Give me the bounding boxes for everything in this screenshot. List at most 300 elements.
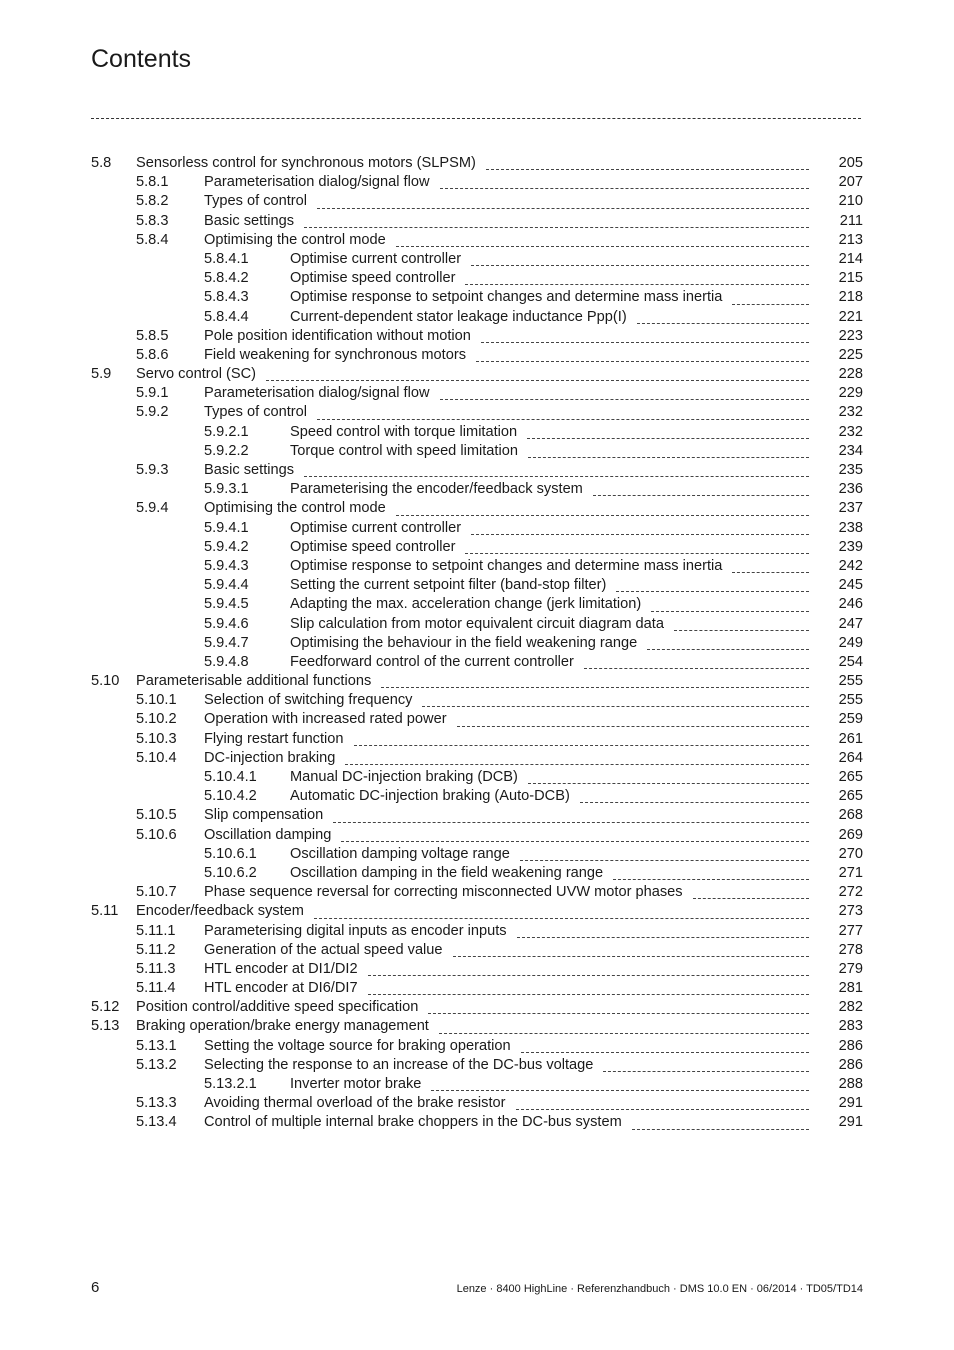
toc-leader-line — [732, 304, 809, 305]
toc-leader-line — [381, 687, 809, 688]
toc-entry[interactable] — [91, 442, 863, 461]
toc-entry-page[interactable]: 264 — [838, 749, 863, 766]
toc-entry-page[interactable]: 282 — [838, 999, 863, 1016]
toc-entry-page[interactable]: 229 — [838, 385, 863, 402]
toc-entry-number: 5.11 — [91, 903, 119, 920]
toc-entry-page[interactable]: 265 — [838, 769, 863, 785]
toc-entry-number: 5.8.4.2 — [204, 270, 249, 287]
toc-leader-line — [584, 668, 809, 669]
toc-entry[interactable] — [91, 154, 863, 173]
toc-entry-title-wrap — [136, 365, 809, 384]
toc-entry[interactable] — [91, 1037, 863, 1056]
toc-entry-title-wrap — [204, 691, 809, 710]
toc-entry-title[interactable]: Optimising the control mode — [204, 231, 396, 250]
toc-leader-line — [439, 1033, 809, 1034]
toc-leader-line — [674, 630, 809, 631]
toc-entry-title[interactable]: HTL encoder at DI6/DI7 — [204, 979, 368, 998]
toc-entry-title[interactable]: Types of control — [204, 192, 317, 211]
toc-entry-title-wrap — [204, 826, 809, 845]
table-of-contents — [91, 154, 863, 1133]
toc-leader-line — [465, 284, 809, 285]
toc-entry[interactable] — [91, 346, 863, 365]
toc-entry[interactable] — [91, 710, 863, 729]
toc-entry-title-wrap — [204, 192, 809, 211]
toc-entry-title-wrap — [204, 1094, 809, 1113]
toc-entry[interactable] — [91, 768, 863, 787]
toc-entry-title[interactable]: Torque control with speed limitation — [290, 442, 528, 461]
toc-entry-page[interactable]: 288 — [838, 1076, 863, 1092]
toc-entry[interactable] — [91, 960, 863, 979]
toc-entry-page[interactable]: 234 — [838, 442, 863, 459]
toc-entry-title[interactable]: Parameterising the encoder/feedback system — [290, 480, 593, 499]
toc-entry-number: 5.10.7 — [136, 884, 177, 901]
toc-entry[interactable] — [91, 1056, 863, 1075]
toc-entry[interactable] — [91, 231, 863, 250]
toc-entry-page[interactable]: 247 — [838, 615, 863, 632]
toc-leader-line — [486, 169, 809, 170]
toc-entry-page[interactable]: 281 — [838, 980, 863, 997]
toc-entry-page[interactable]: 259 — [838, 711, 863, 728]
toc-leader-line — [396, 515, 809, 516]
toc-entry[interactable] — [91, 519, 863, 538]
toc-entry-number: 5.10.3 — [136, 730, 177, 747]
toc-entry[interactable] — [91, 557, 863, 576]
toc-entry-title[interactable]: Oscillation damping in the field weakening range — [290, 864, 613, 883]
toc-leader-line — [580, 802, 809, 803]
toc-entry-title-wrap — [136, 902, 809, 921]
toc-entry-number: 5.9.4 — [136, 500, 169, 517]
toc-entry[interactable] — [91, 902, 863, 921]
toc-entry-page[interactable]: 255 — [838, 692, 863, 709]
toc-entry[interactable] — [91, 1075, 863, 1094]
toc-entry[interactable] — [91, 883, 863, 902]
toc-entry-title-wrap — [290, 480, 809, 499]
toc-entry-number: 5.11.3 — [136, 960, 176, 977]
toc-leader-line — [471, 265, 809, 266]
toc-entry-title[interactable]: Oscillation damping voltage range — [290, 845, 520, 864]
toc-entry-number: 5.10.4.1 — [204, 769, 257, 785]
toc-entry-title[interactable]: Oscillation damping — [204, 826, 341, 845]
toc-entry-title-wrap — [204, 922, 809, 941]
toc-entry-page[interactable]: 232 — [838, 423, 863, 440]
toc-entry-title[interactable]: Adapting the max. acceleration change (jerk limitation) — [290, 595, 651, 614]
toc-entry[interactable] — [91, 922, 863, 941]
toc-entry-page[interactable]: 286 — [838, 1056, 863, 1073]
toc-entry-title[interactable]: Inverter motor brake — [290, 1075, 431, 1094]
toc-entry[interactable] — [91, 653, 863, 672]
toc-entry[interactable] — [91, 384, 863, 403]
toc-entry-page[interactable]: 207 — [838, 174, 863, 191]
toc-entry-number: 5.13.3 — [136, 1095, 177, 1112]
toc-entry-title[interactable]: Optimise current controller — [290, 519, 471, 538]
toc-entry-number: 5.9.4.6 — [204, 615, 249, 632]
toc-entry-title-wrap — [204, 806, 809, 825]
toc-entry-title-wrap — [136, 998, 809, 1017]
toc-entry-title-wrap — [290, 288, 809, 307]
toc-entry-page[interactable]: 246 — [838, 596, 863, 613]
toc-entry-title-wrap — [204, 1113, 809, 1132]
toc-entry[interactable] — [91, 787, 863, 806]
toc-entry-number: 5.8.6 — [136, 346, 169, 363]
toc-leader-line — [693, 898, 809, 899]
toc-entry-number: 5.13.4 — [136, 1114, 177, 1131]
toc-entry-page[interactable]: 211 — [839, 212, 863, 229]
toc-entry-title[interactable]: Selection of switching frequency — [204, 691, 422, 710]
toc-entry-title[interactable]: Slip calculation from motor equivalent circuit diagram data — [290, 615, 674, 634]
toc-entry-number: 5.8.2 — [136, 193, 169, 210]
toc-entry-title[interactable]: Operation with increased rated power — [204, 710, 457, 729]
toc-entry[interactable] — [91, 250, 863, 269]
toc-entry-title[interactable]: Pole position identification without motion — [204, 327, 481, 346]
toc-entry[interactable] — [91, 288, 863, 307]
toc-entry-page[interactable]: 286 — [838, 1037, 863, 1054]
toc-entry[interactable] — [91, 269, 863, 288]
toc-entry-number: 5.10.5 — [136, 807, 177, 824]
toc-entry-page[interactable]: 272 — [838, 884, 863, 901]
toc-entry[interactable] — [91, 1094, 863, 1113]
toc-entry-title[interactable]: Optimise response to setpoint changes and determine mass inertia — [290, 557, 732, 576]
toc-entry-page[interactable]: 238 — [838, 519, 863, 536]
toc-entry-number: 5.8.4.1 — [204, 250, 249, 267]
toc-entry-number: 5.8.4.4 — [204, 308, 249, 325]
toc-entry[interactable] — [91, 691, 863, 710]
toc-entry-page[interactable]: 249 — [838, 634, 863, 651]
toc-entry[interactable] — [91, 672, 863, 691]
toc-entry[interactable] — [91, 634, 863, 653]
toc-entry[interactable] — [91, 192, 863, 211]
toc-entry-number: 5.13.2 — [136, 1056, 177, 1073]
toc-entry-title-wrap — [204, 749, 809, 768]
toc-entry[interactable] — [91, 1113, 863, 1132]
toc-entry-page[interactable]: 242 — [838, 557, 863, 574]
toc-entry-number: 5.13 — [91, 1018, 120, 1035]
toc-entry-number: 5.10.6.2 — [204, 864, 257, 881]
toc-entry-title[interactable]: Basic settings — [204, 212, 304, 231]
toc-entry-title-wrap — [204, 883, 809, 902]
toc-entry-title-wrap — [204, 730, 809, 749]
toc-entry-page[interactable]: 232 — [838, 404, 863, 421]
toc-entry-title[interactable]: Speed control with torque limitation — [290, 423, 527, 442]
toc-entry[interactable] — [91, 998, 863, 1017]
toc-entry-page[interactable]: 270 — [838, 845, 863, 862]
toc-entry-title[interactable]: Feedforward control of the current controller — [290, 653, 584, 672]
toc-entry-number: 5.9.3 — [136, 462, 169, 478]
toc-entry[interactable] — [91, 173, 863, 192]
toc-entry-page[interactable]: 228 — [838, 366, 863, 383]
toc-entry-title[interactable]: DC-injection braking — [204, 749, 345, 768]
toc-entry-page[interactable]: 291 — [838, 1095, 863, 1112]
toc-entry-number: 5.9 — [91, 366, 112, 383]
toc-entry[interactable] — [91, 327, 863, 346]
toc-entry[interactable] — [91, 979, 863, 998]
toc-entry-page[interactable]: 278 — [838, 941, 863, 958]
toc-entry-title-wrap — [204, 710, 809, 729]
toc-leader-line — [428, 1013, 809, 1014]
toc-entry-title[interactable]: HTL encoder at DI1/DI2 — [204, 960, 368, 979]
toc-entry-number: 5.10.6 — [136, 826, 177, 843]
toc-entry-number: 5.12 — [91, 999, 120, 1016]
toc-entry-title[interactable]: Selecting the response to an increase of the DC-bus voltage — [204, 1056, 603, 1075]
toc-entry-title[interactable]: Optimising the control mode — [204, 499, 396, 518]
toc-entry-title[interactable]: Field weakening for synchronous motors — [204, 346, 476, 365]
toc-entry-number: 5.9.4.1 — [204, 519, 249, 536]
toc-leader-line — [517, 937, 809, 938]
toc-entry-number: 5.8 — [91, 155, 112, 171]
toc-entry-title[interactable]: Optimise speed controller — [290, 538, 465, 557]
toc-entry[interactable] — [91, 480, 863, 499]
toc-entry-page[interactable]: 269 — [838, 826, 863, 843]
page-title: Contents — [91, 44, 192, 73]
toc-entry-page[interactable]: 265 — [838, 788, 863, 805]
toc-entry[interactable] — [91, 595, 863, 614]
toc-entry-number: 5.8.3 — [136, 212, 169, 229]
toc-entry-title[interactable]: Sensorless control for synchronous motors (SLPSM) — [136, 154, 486, 173]
toc-entry-page[interactable]: 283 — [838, 1018, 863, 1035]
toc-leader-line — [528, 783, 809, 784]
toc-leader-line — [520, 860, 809, 861]
toc-entry-page[interactable]: 268 — [838, 807, 863, 824]
toc-entry-title[interactable]: Avoiding thermal overload of the brake resistor — [204, 1094, 516, 1113]
toc-entry[interactable] — [91, 576, 863, 595]
toc-entry-title[interactable]: Parameterisation dialog/signal flow — [204, 384, 440, 403]
toc-leader-line — [266, 380, 809, 381]
toc-entry-page[interactable]: 254 — [838, 653, 863, 670]
toc-entry-page[interactable]: 261 — [838, 730, 863, 747]
toc-entry-number: 5.8.4.3 — [204, 289, 249, 306]
toc-leader-line — [528, 457, 809, 458]
toc-entry-title[interactable]: Optimise current controller — [290, 250, 471, 269]
toc-entry-title-wrap — [290, 615, 809, 634]
toc-entry-title[interactable]: Generation of the actual speed value — [204, 941, 453, 960]
toc-entry[interactable] — [91, 749, 863, 768]
toc-entry-number: 5.10 — [91, 673, 120, 690]
toc-entry-number: 5.9.4.2 — [204, 538, 249, 555]
toc-entry-title-wrap — [290, 653, 809, 672]
toc-entry-title-wrap — [290, 864, 809, 883]
toc-entry[interactable] — [91, 1017, 863, 1036]
toc-entry-title-wrap — [290, 269, 809, 288]
toc-leader-line — [732, 572, 809, 573]
toc-leader-line — [304, 227, 809, 228]
toc-entry-number: 5.9.2.1 — [204, 423, 249, 440]
toc-leader-line — [465, 553, 809, 554]
toc-entry-title[interactable]: Manual DC-injection braking (DCB) — [290, 768, 528, 787]
toc-entry-page[interactable]: 214 — [838, 250, 863, 267]
toc-entry[interactable] — [91, 365, 863, 384]
toc-entry-title[interactable]: Optimise speed controller — [290, 269, 465, 288]
toc-entry-number: 5.9.4.4 — [204, 577, 249, 594]
toc-entry-title[interactable]: Parameterising digital inputs as encoder inputs — [204, 922, 517, 941]
toc-entry-page[interactable]: 221 — [838, 308, 863, 325]
toc-entry-title-wrap — [290, 423, 809, 442]
toc-entry-title-wrap — [290, 576, 809, 595]
toc-entry-number: 5.13.2.1 — [204, 1076, 257, 1092]
toc-leader-line — [632, 1129, 809, 1130]
toc-entry-page[interactable]: 271 — [838, 864, 863, 881]
toc-entry[interactable] — [91, 864, 863, 883]
toc-entry-number: 5.11.2 — [136, 941, 176, 958]
toc-entry-title-wrap — [290, 1075, 809, 1094]
toc-entry[interactable] — [91, 499, 863, 518]
toc-leader-line — [476, 361, 809, 362]
page-number: 6 — [91, 1279, 100, 1296]
toc-entry[interactable] — [91, 826, 863, 845]
toc-leader-line — [453, 956, 809, 957]
toc-entry-number: 5.8.5 — [136, 327, 169, 344]
toc-entry-title-wrap — [204, 384, 809, 403]
toc-entry[interactable] — [91, 845, 863, 864]
toc-entry-page[interactable]: 236 — [838, 481, 863, 498]
toc-leader-line — [440, 188, 809, 189]
toc-leader-line — [527, 438, 809, 439]
toc-entry-page[interactable]: 223 — [838, 327, 863, 344]
toc-entry-number: 5.10.4 — [136, 749, 177, 766]
toc-entry-title[interactable]: Optimising the behaviour in the field weakening range — [290, 634, 647, 653]
toc-entry-number: 5.9.4.5 — [204, 596, 249, 613]
toc-entry-title-wrap — [290, 557, 809, 576]
toc-entry-number: 5.11.1 — [136, 922, 176, 939]
toc-entry-number: 5.8.1 — [136, 174, 169, 191]
toc-entry[interactable] — [91, 308, 863, 327]
toc-entry-title-wrap — [204, 941, 809, 960]
toc-entry-title[interactable]: Flying restart function — [204, 730, 354, 749]
toc-entry-title[interactable]: Parameterisable additional functions — [136, 672, 381, 691]
toc-leader-line — [333, 822, 809, 823]
toc-entry-title-wrap — [204, 327, 809, 346]
toc-entry-title-wrap — [136, 1017, 809, 1036]
toc-leader-line — [317, 208, 809, 209]
toc-entry-page[interactable]: 235 — [838, 462, 863, 478]
toc-entry-title[interactable]: Encoder/feedback system — [136, 902, 314, 921]
toc-entry-page[interactable]: 255 — [838, 673, 863, 690]
toc-entry[interactable] — [91, 423, 863, 442]
toc-entry-page[interactable]: 239 — [838, 538, 863, 555]
toc-leader-line — [317, 419, 809, 420]
footer-document-info: Lenze · 8400 HighLine · Referenzhandbuch · DMS 10.0 EN · 06/2014 · TD05/TD14 — [456, 1283, 863, 1295]
toc-leader-line — [651, 611, 809, 612]
toc-entry-page[interactable]: 291 — [838, 1114, 863, 1131]
toc-entry[interactable] — [91, 403, 863, 422]
toc-entry[interactable] — [91, 806, 863, 825]
toc-entry-title-wrap — [204, 979, 809, 998]
toc-entry-number: 5.10.1 — [136, 692, 177, 709]
toc-leader-line — [593, 495, 809, 496]
toc-entry-title-wrap — [290, 768, 809, 787]
toc-entry-number: 5.9.4.8 — [204, 653, 249, 670]
toc-entry-title[interactable]: Phase sequence reversal for correcting misconnected UVW motor phases — [204, 883, 693, 902]
toc-entry-title[interactable]: Position control/additive speed specification — [136, 998, 428, 1017]
toc-leader-line — [431, 1090, 809, 1091]
toc-entry[interactable] — [91, 941, 863, 960]
toc-entry-title[interactable]: Types of control — [204, 403, 317, 422]
toc-leader-line — [314, 918, 809, 919]
toc-entry-title[interactable]: Setting the voltage source for braking operation — [204, 1037, 521, 1056]
toc-entry-title[interactable]: Control of multiple internal brake choppers in the DC-bus system — [204, 1113, 632, 1132]
toc-entry-number: 5.8.4 — [136, 231, 169, 248]
toc-entry-title-wrap — [204, 499, 809, 518]
toc-leader-line — [368, 994, 809, 995]
toc-entry-title-wrap — [204, 1056, 809, 1075]
toc-entry-title-wrap — [204, 346, 809, 365]
toc-entry-page[interactable]: 205 — [838, 155, 863, 171]
toc-entry[interactable] — [91, 730, 863, 749]
toc-entry[interactable] — [91, 538, 863, 557]
toc-entry-title-wrap — [204, 461, 809, 480]
toc-entry-title-wrap — [204, 231, 809, 250]
toc-entry-title[interactable]: Parameterisation dialog/signal flow — [204, 173, 440, 192]
toc-leader-line — [481, 342, 809, 343]
toc-entry-title[interactable]: Optimise response to setpoint changes and determine mass inertia — [290, 288, 732, 307]
toc-entry-page[interactable]: 237 — [838, 500, 863, 517]
toc-leader-line — [396, 246, 809, 247]
toc-entry-title-wrap — [290, 442, 809, 461]
toc-entry-page[interactable]: 245 — [838, 577, 863, 594]
toc-leader-line — [354, 745, 809, 746]
toc-entry-number: 5.9.3.1 — [204, 481, 249, 498]
toc-leader-line — [457, 726, 809, 727]
toc-leader-line — [521, 1052, 809, 1053]
toc-entry[interactable] — [91, 461, 863, 480]
toc-entry-number: 5.9.1 — [136, 385, 169, 402]
toc-entry-title-wrap — [204, 1037, 809, 1056]
toc-leader-line — [603, 1071, 809, 1072]
toc-leader-line — [440, 399, 809, 400]
toc-entry-number: 5.13.1 — [136, 1037, 177, 1054]
toc-entry-page[interactable]: 210 — [838, 193, 863, 210]
toc-entry[interactable] — [91, 615, 863, 634]
toc-entry-title-wrap — [290, 519, 809, 538]
toc-entry-title[interactable]: Setting the current setpoint filter (band-stop filter) — [290, 576, 616, 595]
toc-entry-page[interactable]: 218 — [838, 289, 863, 306]
toc-leader-line — [616, 591, 809, 592]
toc-entry-title-wrap — [290, 595, 809, 614]
toc-entry-page[interactable]: 279 — [838, 960, 863, 977]
toc-entry-page[interactable]: 273 — [838, 903, 863, 920]
toc-entry[interactable] — [91, 212, 863, 231]
toc-leader-line — [341, 841, 809, 842]
toc-entry-number: 5.11.4 — [136, 980, 176, 997]
toc-entry-title-wrap — [204, 960, 809, 979]
toc-entry-number: 5.9.2.2 — [204, 442, 249, 459]
toc-entry-number: 5.10.4.2 — [204, 788, 257, 805]
toc-entry-title[interactable]: Slip compensation — [204, 806, 333, 825]
toc-entry-title[interactable]: Current-dependent stator leakage inductance Ppp(I) — [290, 308, 637, 327]
toc-entry-title[interactable]: Basic settings — [204, 461, 304, 480]
toc-entry-title-wrap — [290, 845, 809, 864]
toc-entry-number: 5.9.2 — [136, 404, 169, 421]
toc-entry-title[interactable]: Servo control (SC) — [136, 365, 266, 384]
toc-entry-title-wrap — [290, 250, 809, 269]
toc-entry-page[interactable]: 215 — [838, 270, 863, 287]
toc-entry-page[interactable]: 213 — [838, 231, 863, 248]
toc-entry-title-wrap — [204, 173, 809, 192]
toc-entry-title-wrap — [136, 154, 809, 173]
toc-entry-title[interactable]: Braking operation/brake energy management — [136, 1017, 439, 1036]
toc-entry-title-wrap — [290, 308, 809, 327]
toc-entry-title-wrap — [204, 403, 809, 422]
header-rule — [91, 118, 861, 119]
toc-leader-line — [345, 764, 809, 765]
toc-entry-page[interactable]: 225 — [838, 346, 863, 363]
toc-entry-title[interactable]: Automatic DC-injection braking (Auto-DCB) — [290, 787, 580, 806]
toc-leader-line — [613, 879, 809, 880]
toc-entry-title-wrap — [204, 212, 809, 231]
toc-entry-title-wrap — [290, 787, 809, 806]
toc-leader-line — [471, 534, 809, 535]
toc-entry-number: 5.9.4.7 — [204, 634, 249, 651]
toc-entry-page[interactable]: 277 — [838, 922, 863, 939]
toc-leader-line — [637, 323, 809, 324]
